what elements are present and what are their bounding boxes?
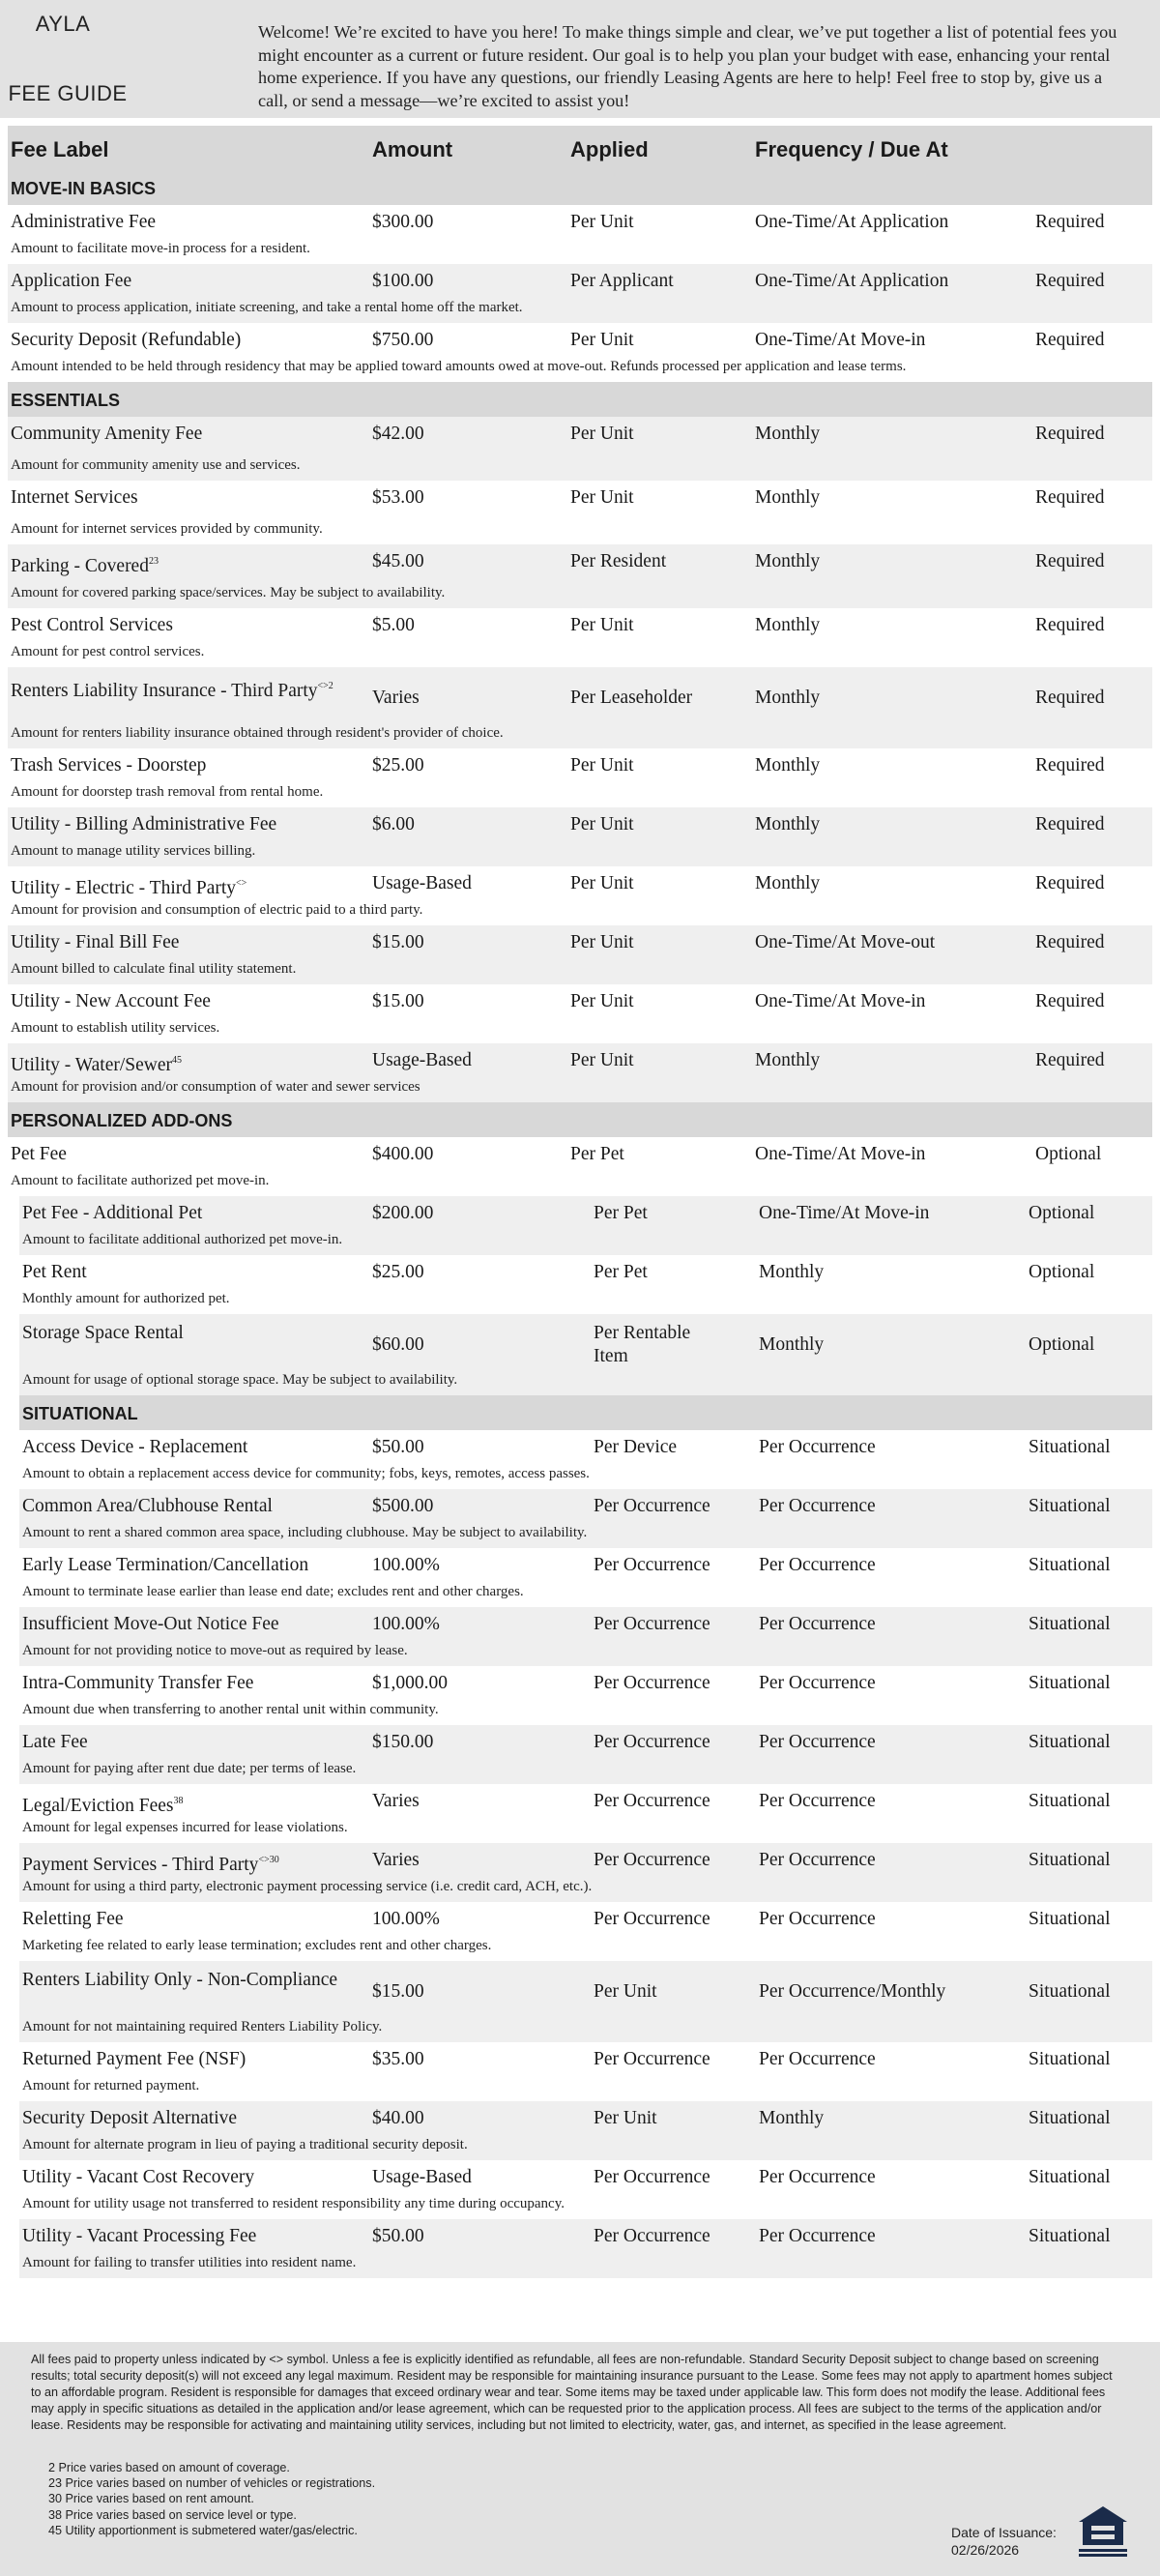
fee-label	[22, 1495, 428, 1518]
fee-description: Amount for internet services provided by community.	[11, 521, 323, 537]
fee-applied: Per Unit	[570, 932, 634, 952]
fee-amount: $150.00	[372, 1732, 434, 1752]
fee-frequency: Monthly	[755, 873, 821, 893]
fee-status: Situational	[1029, 1791, 1111, 1811]
footnote-marker: 38	[173, 1796, 184, 1806]
fee-applied: Per Unit	[570, 424, 634, 444]
fee-label	[11, 614, 417, 637]
section-header	[19, 1395, 1152, 1430]
fee-frequency: One-Time/At Move-in	[755, 330, 926, 350]
fee-description: Amount to rent a shared common area space, including clubhouse. May be subject to availability.	[22, 1525, 588, 1540]
fee-frequency: Monthly	[755, 814, 821, 834]
fee-label-text: Utility - Vacant Cost Recovery	[22, 2167, 255, 2187]
fee-label-text: Payment Services - Third Party	[22, 1855, 259, 1875]
fee-label-text: Returned Payment Fee (NSF)	[22, 2049, 246, 2069]
fee-status: Optional	[1029, 1203, 1095, 1223]
fee-amount: $5.00	[372, 615, 415, 635]
fee-applied: Per Leaseholder	[570, 688, 693, 708]
fee-applied: Per Applicant	[570, 271, 674, 291]
fee-description: Amount to facilitate additional authorized pet move-in.	[22, 1232, 343, 1247]
property-name: AYLA	[35, 12, 91, 36]
fee-amount: Usage-Based	[372, 873, 472, 893]
fee-frequency: Per Occurrence	[759, 1437, 876, 1457]
fee-status: Situational	[1029, 1496, 1111, 1516]
issuance-label: Date of Issuance:	[951, 2525, 1057, 2540]
footnote-marker: 45	[172, 1055, 183, 1066]
fee-description: Amount for provision and/or consumption of water and sewer services	[11, 1079, 420, 1095]
fee-status: Required	[1035, 755, 1105, 776]
fee-label-text: Internet Services	[11, 487, 138, 508]
fee-status: Situational	[1029, 2108, 1111, 2128]
fee-frequency: Per Occurrence	[759, 2049, 876, 2069]
fee-applied: Per Rentable Item	[594, 1323, 691, 1366]
fee-label	[11, 931, 417, 954]
header	[0, 0, 1160, 118]
fee-status: Required	[1035, 932, 1105, 952]
column-header	[8, 126, 1152, 170]
fee-label-text: Utility - Water/Sewer	[11, 1055, 173, 1075]
fee-description: Amount to facilitate authorized pet move-in.	[11, 1173, 270, 1188]
fee-frequency: Per Occurrence	[759, 2226, 876, 2246]
fee-status: Situational	[1029, 1437, 1111, 1457]
fee-description: Amount for legal expenses incurred for lease violations.	[22, 1820, 348, 1835]
fee-label	[11, 813, 417, 836]
fee-amount: $53.00	[372, 487, 424, 508]
footnote-marker: 23	[148, 556, 159, 567]
fee-label-text: Application Fee	[11, 271, 132, 291]
fee-frequency: Per Occurrence	[759, 1555, 876, 1575]
fee-amount: $40.00	[372, 2108, 424, 2128]
fee-label-text: Pest Control Services	[11, 615, 173, 635]
fee-amount: $25.00	[372, 755, 424, 776]
fee-row	[19, 1255, 1152, 1314]
fee-label	[22, 2166, 428, 2189]
fee-label-text: Legal/Eviction Fees	[22, 1796, 174, 1816]
fee-amount: 100.00%	[372, 1909, 440, 1929]
fee-label-text: Utility - New Account Fee	[11, 991, 211, 1011]
fee-label-text: Common Area/Clubhouse Rental	[22, 1496, 273, 1516]
fee-label	[11, 550, 417, 578]
fee-row	[8, 608, 1152, 667]
fee-label	[11, 329, 417, 352]
fee-label-text: Trash Services - Doorstep	[11, 755, 207, 776]
fee-amount: $60.00	[372, 1334, 424, 1355]
fee-label	[22, 2107, 428, 2130]
fee-frequency: One-Time/At Move-out	[755, 932, 936, 952]
fee-status: Optional	[1029, 1334, 1095, 1355]
fee-row	[19, 2160, 1152, 2219]
footnotes	[48, 2460, 375, 2538]
fee-label-text: Utility - Billing Administrative Fee	[11, 814, 277, 834]
section-title: MOVE-IN BASICS	[11, 179, 157, 198]
fee-description: Amount for not maintaining required Renters Liability Policy.	[22, 2019, 383, 2034]
fee-row	[8, 481, 1152, 544]
fee-description: Amount for renters liability insurance obtained through resident's provider of choice.	[11, 725, 504, 741]
fee-applied: Per Unit	[570, 755, 634, 776]
fee-amount: Varies	[372, 688, 420, 708]
fee-label	[22, 1322, 351, 1345]
fee-label	[22, 2225, 428, 2248]
fee-row	[8, 925, 1152, 984]
fee-status: Required	[1035, 991, 1105, 1011]
fee-description: Monthly amount for authorized pet.	[22, 1291, 230, 1306]
fee-status: Situational	[1029, 1732, 1111, 1752]
fee-description: Amount to obtain a replacement access device for community; fobs, keys, remotes, access passes.	[22, 1466, 590, 1481]
fee-frequency: Monthly	[755, 755, 821, 776]
fee-status: Situational	[1029, 2167, 1111, 2187]
fee-row	[8, 1043, 1152, 1102]
fee-row	[8, 544, 1152, 608]
fee-frequency: Per Occurrence	[759, 1614, 876, 1634]
fee-applied: Per Unit	[570, 212, 634, 232]
fee-description: Amount for paying after rent due date; per terms of lease.	[22, 1761, 357, 1776]
fee-amount: 100.00%	[372, 1614, 440, 1634]
fee-status: Situational	[1029, 1981, 1111, 2002]
fee-row	[8, 748, 1152, 807]
fee-frequency: Monthly	[759, 2108, 825, 2128]
fee-frequency: Monthly	[755, 688, 821, 708]
fee-amount: Usage-Based	[372, 2167, 472, 2187]
fee-row	[8, 264, 1152, 323]
fee-row	[19, 1314, 1152, 1395]
fee-row	[8, 866, 1152, 925]
footnote: 2 Price varies based on amount of coverage.	[48, 2461, 290, 2474]
fee-frequency: Per Occurrence	[759, 1496, 876, 1516]
fee-amount: Varies	[372, 1791, 420, 1811]
fee-applied: Per Occurrence	[594, 1732, 710, 1752]
column-frequency: Frequency / Due At	[755, 137, 948, 161]
fee-status: Required	[1035, 212, 1105, 232]
fee-applied: Per Occurrence	[594, 1496, 710, 1516]
fee-applied: Per Unit	[570, 615, 634, 635]
footnote: 23 Price varies based on number of vehicles or registrations.	[48, 2476, 376, 2491]
fee-label	[11, 486, 417, 510]
fee-applied: Per Resident	[570, 551, 667, 571]
fee-amount: $6.00	[372, 814, 415, 834]
fee-label	[11, 211, 417, 234]
section-header	[8, 382, 1152, 417]
fee-status: Situational	[1029, 2226, 1111, 2246]
fee-amount: $15.00	[372, 932, 424, 952]
fee-frequency: Monthly	[755, 487, 821, 508]
fee-label	[22, 1672, 428, 1695]
fee-applied: Per Occurrence	[594, 2167, 710, 2187]
fee-status: Situational	[1029, 1614, 1111, 1634]
fee-row	[19, 1548, 1152, 1607]
fee-applied: Per Unit	[570, 814, 634, 834]
footnote-marker: <>30	[258, 1855, 279, 1865]
fee-description: Amount for covered parking space/services. May be subject to availability.	[11, 585, 446, 600]
fee-applied: Per Occurrence	[594, 2226, 710, 2246]
fee-label-text: Access Device - Replacement	[22, 1437, 248, 1457]
fee-label	[22, 1790, 428, 1818]
fee-amount: 100.00%	[372, 1555, 440, 1575]
fee-status: Required	[1035, 873, 1105, 893]
fee-row	[8, 205, 1152, 264]
fee-applied: Per Occurrence	[594, 1850, 710, 1870]
fee-amount: $50.00	[372, 2226, 424, 2246]
issuance-date: 02/26/2026	[951, 2542, 1020, 2558]
fee-description: Amount to facilitate move-in process for a resident.	[11, 241, 310, 256]
fee-label-text: Insufficient Move-Out Notice Fee	[22, 1614, 279, 1634]
fee-amount: $42.00	[372, 424, 424, 444]
fee-label-text: Administrative Fee	[11, 212, 157, 232]
fee-status: Required	[1035, 271, 1105, 291]
fee-row	[19, 1666, 1152, 1725]
fee-label	[22, 1554, 428, 1577]
fee-row	[8, 667, 1152, 748]
fee-applied: Per Occurrence	[594, 2049, 710, 2069]
fee-applied: Per Occurrence	[594, 1555, 710, 1575]
fee-frequency: Per Occurrence	[759, 1791, 876, 1811]
footnote-marker: <>2	[317, 681, 334, 691]
fee-frequency: One-Time/At Application	[755, 212, 949, 232]
fee-row	[19, 1430, 1152, 1489]
fee-label	[22, 1436, 428, 1459]
equal-housing-opportunity-icon	[1073, 2503, 1133, 2562]
fee-amount: $50.00	[372, 1437, 424, 1457]
fee-row	[19, 2101, 1152, 2160]
fee-amount: $1,000.00	[372, 1673, 448, 1693]
section-title: PERSONALIZED ADD-ONS	[11, 1111, 233, 1130]
fee-frequency: Per Occurrence	[759, 1909, 876, 1929]
fee-frequency: Per Occurrence	[759, 2167, 876, 2187]
fee-row	[8, 984, 1152, 1043]
fee-table	[8, 126, 1152, 2278]
fee-applied: Per Occurrence	[594, 1673, 710, 1693]
column-applied: Applied	[570, 137, 649, 161]
fee-description: Amount to establish utility services.	[11, 1020, 220, 1036]
fee-label-text: Security Deposit (Refundable)	[11, 330, 242, 350]
fee-label-text: Utility - Final Bill Fee	[11, 932, 180, 952]
fee-label	[11, 754, 417, 777]
fee-amount: $200.00	[372, 1203, 434, 1223]
footnote: 38 Price varies based on service level or type.	[48, 2507, 297, 2522]
fee-applied: Per Unit	[570, 487, 634, 508]
fee-applied: Per Device	[594, 1437, 678, 1457]
fee-label	[22, 1202, 428, 1225]
footnote-marker: <>	[236, 878, 247, 889]
fee-label-text: Utility - Electric - Third Party	[11, 878, 237, 898]
fee-frequency: Per Occurrence	[759, 1732, 876, 1752]
fee-label-text: Pet Fee	[11, 1144, 67, 1164]
fee-label-text: Community Amenity Fee	[11, 424, 203, 444]
fee-row	[19, 1489, 1152, 1548]
fee-applied: Per Unit	[570, 1050, 634, 1070]
fee-row	[19, 1607, 1152, 1666]
fee-label-text: Storage Space Rental	[22, 1323, 184, 1343]
fee-label	[22, 1613, 428, 1636]
fee-label	[11, 675, 339, 703]
fee-label-text: Late Fee	[22, 1732, 88, 1752]
fee-label	[11, 1143, 417, 1166]
fee-applied: Per Unit	[594, 1981, 657, 2002]
fee-row	[19, 1725, 1152, 1784]
fee-row	[8, 807, 1152, 866]
fee-description: Amount for using a third party, electronic payment processing service (i.e. credit card, ACH, etc.).	[22, 1879, 593, 1894]
fee-description: Amount to manage utility services billing.	[11, 843, 256, 859]
fee-frequency: One-Time/At Move-in	[759, 1203, 930, 1223]
fee-status: Required	[1035, 551, 1105, 571]
fee-label-text: Pet Rent	[22, 1262, 87, 1282]
fee-label	[22, 1908, 428, 1931]
fee-status: Situational	[1029, 1909, 1111, 1929]
fee-label	[22, 1849, 428, 1877]
fee-amount: $100.00	[372, 271, 434, 291]
section-title: ESSENTIALS	[11, 391, 121, 410]
fee-applied: Per Pet	[594, 1262, 648, 1282]
fee-frequency: Per Occurrence	[759, 1673, 876, 1693]
fee-label	[22, 1731, 428, 1754]
fee-label-text: Reletting Fee	[22, 1909, 124, 1929]
fee-frequency: One-Time/At Move-in	[755, 991, 926, 1011]
fee-description: Amount intended to be held through residency that may be applied toward amounts owed at move-out. Refunds processed per application and lease terms.	[11, 359, 907, 374]
fee-applied: Per Unit	[570, 991, 634, 1011]
fee-amount: $15.00	[372, 991, 424, 1011]
fee-row	[19, 1902, 1152, 1961]
fee-label	[11, 872, 417, 900]
fee-amount: $45.00	[372, 551, 424, 571]
fee-description: Amount for provision and consumption of electric paid to a third party.	[11, 902, 423, 918]
issuance	[951, 2524, 1057, 2559]
section-header	[8, 1102, 1152, 1137]
fee-amount: $35.00	[372, 2049, 424, 2069]
fee-label	[11, 423, 417, 446]
fee-amount: $500.00	[372, 1496, 434, 1516]
fee-applied: Per Occurrence	[594, 1909, 710, 1929]
fee-label	[11, 1049, 417, 1077]
fee-status: Required	[1035, 688, 1105, 708]
fee-amount: $300.00	[372, 212, 434, 232]
fee-row	[19, 2042, 1152, 2101]
fee-frequency: One-Time/At Application	[755, 271, 949, 291]
fee-label-text: Security Deposit Alternative	[22, 2108, 238, 2128]
fee-amount: $15.00	[372, 1981, 424, 2002]
fee-sections	[8, 170, 1152, 2278]
fee-status: Situational	[1029, 2049, 1111, 2069]
fee-label-text: Intra-Community Transfer Fee	[22, 1673, 254, 1693]
fee-description: Amount for doorstep trash removal from rental home.	[11, 784, 324, 800]
fee-status: Required	[1035, 424, 1105, 444]
fee-label	[11, 270, 417, 293]
fee-description: Amount for not providing notice to move-out as required by lease.	[22, 1643, 408, 1658]
fee-description: Amount for utility usage not transferred to resident responsibility any time during occupancy.	[22, 2196, 565, 2211]
fee-description: Amount billed to calculate final utility statement.	[11, 961, 297, 977]
fee-row	[19, 1784, 1152, 1843]
fee-row	[8, 323, 1152, 382]
fee-description: Amount for returned payment.	[22, 2078, 200, 2093]
footnote: 45 Utility apportionment is submetered water/gas/electric.	[48, 2523, 358, 2537]
fee-status: Situational	[1029, 1555, 1111, 1575]
fee-amount: Usage-Based	[372, 1050, 472, 1070]
fee-applied: Per Unit	[570, 330, 634, 350]
footer	[0, 2342, 1160, 2576]
fee-frequency: Per Occurrence/Monthly	[759, 1981, 946, 2002]
fee-status: Optional	[1029, 1262, 1095, 1282]
fee-frequency: Monthly	[755, 1050, 821, 1070]
fee-row	[8, 1137, 1152, 1196]
fee-description: Amount due when transferring to another rental unit within community.	[22, 1702, 439, 1717]
fee-label-text: Early Lease Termination/Cancellation	[22, 1555, 309, 1575]
fee-status: Situational	[1029, 1850, 1111, 1870]
fee-frequency: Monthly	[759, 1262, 825, 1282]
fee-description: Amount for usage of optional storage space. May be subject to availability.	[22, 1372, 458, 1388]
intro-text: Welcome! We’re excited to have you here! To make things simple and clear, we’ve put together a list of potential fees you might encounter as a current or future resident. Our goal is to help you plan your budget with ease, enhancing your rental home experience. If you have any questions, our friendly Leasing Agents are here to help! Feel free to stop by, give us a call, or send a message—we’re excited to assist you!	[258, 22, 1117, 110]
fee-description: Amount for pest control services.	[11, 644, 205, 659]
fee-description: Amount to terminate lease earlier than lease end date; excludes rent and other charges.	[22, 1584, 524, 1599]
fee-row	[19, 1961, 1152, 2042]
fee-label	[22, 2048, 428, 2071]
fee-row	[8, 417, 1152, 481]
fee-frequency: Monthly	[755, 551, 821, 571]
fee-applied: Per Pet	[594, 1203, 648, 1223]
fee-amount: $25.00	[372, 1262, 424, 1282]
fee-status: Required	[1035, 814, 1105, 834]
fee-description: Marketing fee related to early lease termination; excludes rent and other charges.	[22, 1938, 492, 1953]
fee-description: Amount for failing to transfer utilities into resident name.	[22, 2255, 357, 2270]
section-title: SITUATIONAL	[22, 1404, 138, 1423]
fee-row	[19, 2219, 1152, 2278]
fee-frequency: One-Time/At Move-in	[755, 1144, 926, 1164]
fee-status: Required	[1035, 1050, 1105, 1070]
fee-label-text: Renters Liability Only - Non-Compliance	[22, 1970, 338, 1990]
fee-status: Optional	[1035, 1144, 1102, 1164]
section-header	[8, 170, 1152, 205]
fee-applied: Per Occurrence	[594, 1791, 710, 1811]
fee-applied: Per Pet	[570, 1144, 624, 1164]
fee-frequency: Monthly	[755, 615, 821, 635]
fee-amount: $400.00	[372, 1144, 434, 1164]
fee-label	[22, 1261, 428, 1284]
fee-row	[19, 1196, 1152, 1255]
fee-frequency: Monthly	[759, 1334, 825, 1355]
fee-frequency: Monthly	[755, 424, 821, 444]
fee-row	[19, 1843, 1152, 1902]
fee-status: Required	[1035, 330, 1105, 350]
fee-label-text: Utility - Vacant Processing Fee	[22, 2226, 257, 2246]
disclaimer: All fees paid to property unless indicated by <> symbol. Unless a fee is explicitly identified as refundable, all fees are non-refundable. Standard Security Deposit subject to change based on screening results; total security deposit(s) will not exceed any legal maximum. Resident may be responsible for maintaining insurance pursuant to the Lease. Some fees may not apply to apartment homes subject to an affordable program. Resident is responsible for damages that exceed ordinary wear and tear. Some items may be taxed under applicable law. This form does not modify the lease. Additional fees may apply in specific situations as detailed in the application and/or lease agreement, which can be requested prior to the application process. All fees are subject to the terms of the application and/or lease. Residents may be responsible for activating and maintaining utility services, including but not limited to electricity, water, gas, and internet, as specified in the lease agreement.	[31, 2353, 1113, 2432]
fee-applied: Per Occurrence	[594, 1614, 710, 1634]
fee-description: Amount for community amenity use and services.	[11, 457, 301, 473]
column-label: Fee Label	[11, 137, 109, 161]
fee-amount: $750.00	[372, 330, 434, 350]
column-amount: Amount	[372, 137, 453, 161]
fee-label-text: Parking - Covered	[11, 556, 149, 576]
fee-frequency: Per Occurrence	[759, 1850, 876, 1870]
guide-title: FEE GUIDE	[8, 81, 128, 105]
fee-description: Amount for alternate program in lieu of paying a traditional security deposit.	[22, 2137, 468, 2152]
fee-label-text: Renters Liability Insurance - Third Party	[11, 681, 318, 701]
fee-label	[11, 990, 417, 1013]
fee-label-text: Pet Fee - Additional Pet	[22, 1203, 203, 1223]
footnote: 30 Price varies based on rent amount.	[48, 2492, 254, 2506]
fee-label	[22, 1969, 351, 1992]
fee-applied: Per Unit	[570, 873, 634, 893]
fee-amount: Varies	[372, 1850, 420, 1870]
fee-status: Required	[1035, 487, 1105, 508]
fee-status: Required	[1035, 615, 1105, 635]
fee-status: Situational	[1029, 1673, 1111, 1693]
fee-applied: Per Unit	[594, 2108, 657, 2128]
fee-description: Amount to process application, initiate screening, and take a rental home off the market.	[11, 300, 523, 315]
